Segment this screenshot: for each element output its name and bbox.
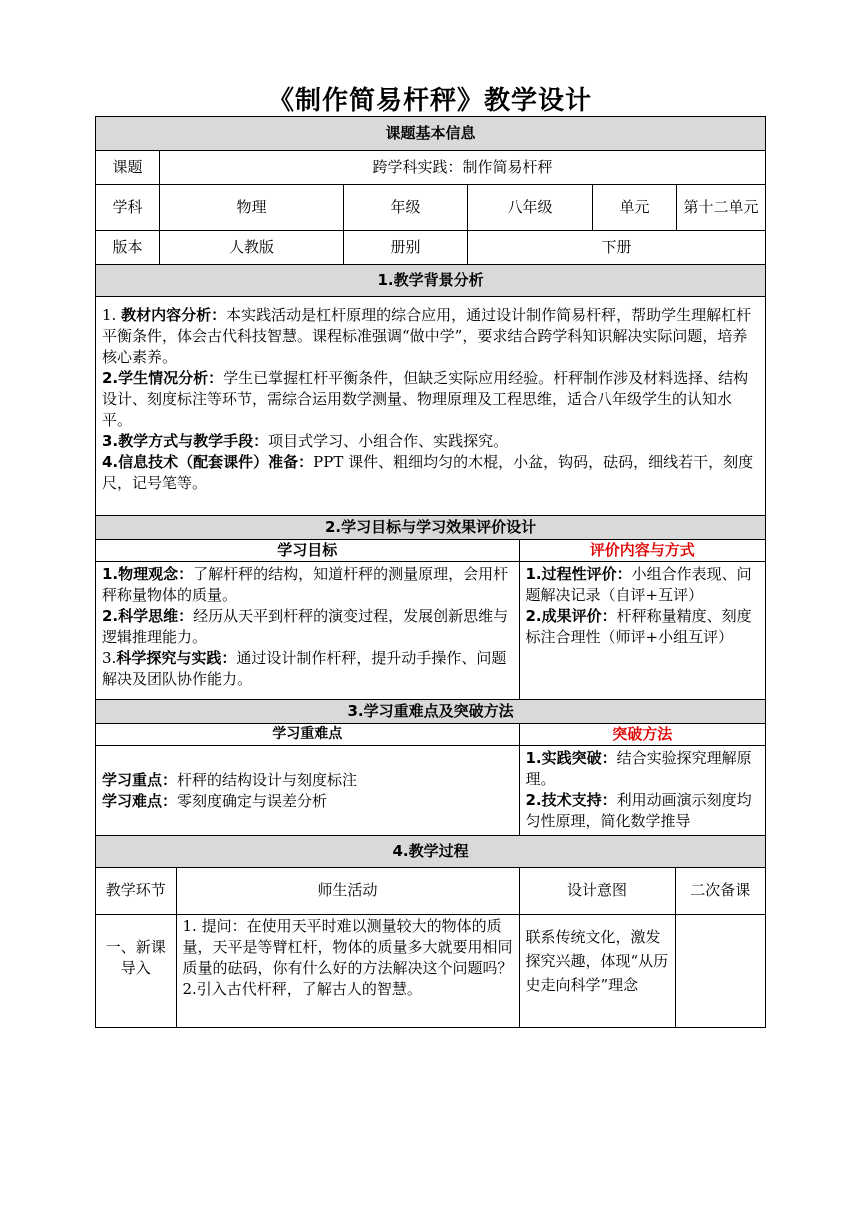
evaluation-content — [519, 562, 765, 700]
subject-label: 学科 — [96, 185, 160, 231]
evaluation-column-header: 评价内容与方式 — [589, 541, 695, 559]
background-header: 1.教学背景分析 — [96, 265, 766, 297]
process-header: 4.教学过程 — [96, 836, 766, 868]
evaluation-item: 2.成果评价：杆秤称量精度、刻度标注合理性（师评+小组互评） — [525, 607, 752, 646]
key-point-item: 学习重点：杆秤的结构设计与刻度标注 — [102, 770, 358, 789]
activity-item: 1. 提问：在使用天平时难以测量较大的物体的质量，天平是等臂杠杆，物体的质量多大就要用相同质量的砝码，你有什么好的方法解决这个问题吗？ — [182, 916, 513, 977]
background-item: 1. 教材内容分析：本实践活动是杠杆原理的综合应用，通过设计制作简易杆秤，帮助学生理解杠杆平衡条件，体会古代科技智慧。课程标准强调“做中学”，要求结合跨学科知识解决实际问题，培养核心素养。 — [102, 306, 752, 366]
stage-cell: 一、新课导入 — [96, 914, 176, 1027]
volume-label: 册别 — [344, 231, 468, 265]
subject-value: 物理 — [160, 185, 344, 231]
evaluation-item: 1.过程性评价：小组合作表现、问题解决记录（自评+互评） — [525, 565, 752, 604]
stage-column-header: 教学环节 — [96, 868, 176, 914]
topic-label: 课题 — [96, 151, 160, 185]
lesson-plan-table — [95, 116, 766, 1028]
method-column-header: 突破方法 — [612, 725, 673, 743]
activity-column-header: 师生活动 — [176, 868, 519, 914]
unit-label: 单元 — [593, 185, 677, 231]
grade-value: 八年级 — [468, 185, 593, 231]
prep-cell — [675, 914, 765, 1027]
key-point-item: 学习难点：零刻度确定与误差分析 — [102, 791, 328, 810]
goal-item: 3.科学探究与实践：通过设计制作杆秤，提升动手操作、问题解决及团队协作能力。 — [102, 649, 507, 688]
topic-value: 跨学科实践：制作简易杆秤 — [160, 151, 766, 185]
intent-column-header: 设计意图 — [519, 868, 675, 914]
background-item: 4.信息技术（配套课件）准备：PPT 课件、粗细均匀的木棍，小盆，钩码，砝码，细线若干，刻度尺，记号笔等。 — [102, 453, 754, 492]
document-title: 《制作简易杆秤》教学设计 — [267, 86, 592, 116]
activity-cell — [176, 914, 519, 1027]
intent-cell: 联系传统文化，激发探究兴趣，体现“从历史走向科学”理念 — [519, 914, 675, 1027]
keypoints-column-header: 学习重难点 — [96, 724, 519, 746]
method-item: 2.技术支持：利用动画演示刻度均匀性原理，简化数学推导 — [525, 791, 752, 830]
prep-column-header: 二次备课 — [690, 881, 751, 900]
process-row — [96, 914, 765, 1027]
process-section — [96, 868, 766, 1028]
activity-item: 2.引入古代杆秤，了解古人的智慧。 — [182, 979, 422, 998]
grade-label: 年级 — [344, 185, 468, 231]
goals-column-header: 学习目标 — [96, 540, 519, 562]
keypoints-content — [96, 746, 519, 836]
goal-item: 1.物理观念：了解杆秤的结构，知道杆秤的测量原理，会用杆秤称量物体的质量。 — [102, 565, 509, 604]
basic-info-header: 课题基本信息 — [96, 117, 766, 151]
background-content — [96, 297, 766, 516]
volume-value: 下册 — [468, 231, 766, 265]
goals-content — [96, 562, 519, 700]
method-content — [519, 746, 765, 836]
goals-header: 2.学习目标与学习效果评价设计 — [96, 516, 766, 540]
edition-value: 人教版 — [160, 231, 344, 265]
goals-section — [96, 540, 766, 700]
unit-value: 第十二单元 — [677, 185, 766, 231]
method-item: 1.实践突破：结合实验探究理解原理。 — [525, 749, 752, 788]
keypoints-section — [96, 724, 766, 836]
goal-item: 2.科学思维：经历从天平到杆秤的演变过程，发展创新思维与逻辑推理能力。 — [102, 607, 509, 646]
background-item: 2.学生情况分析：学生已掌握杠杆平衡条件，但缺乏实际应用经验。杆秤制作涉及材料选择、结构设计、刻度标注等环节，需综合运用数学测量、物理原理及工程思维，适合八年级学生的认知水平。 — [102, 369, 749, 429]
background-item: 3.教学方式与教学手段：项目式学习、小组合作、实践探究。 — [102, 432, 509, 450]
edition-label: 版本 — [96, 231, 160, 265]
keypoints-header: 3.学习重难点及突破方法 — [96, 700, 766, 724]
